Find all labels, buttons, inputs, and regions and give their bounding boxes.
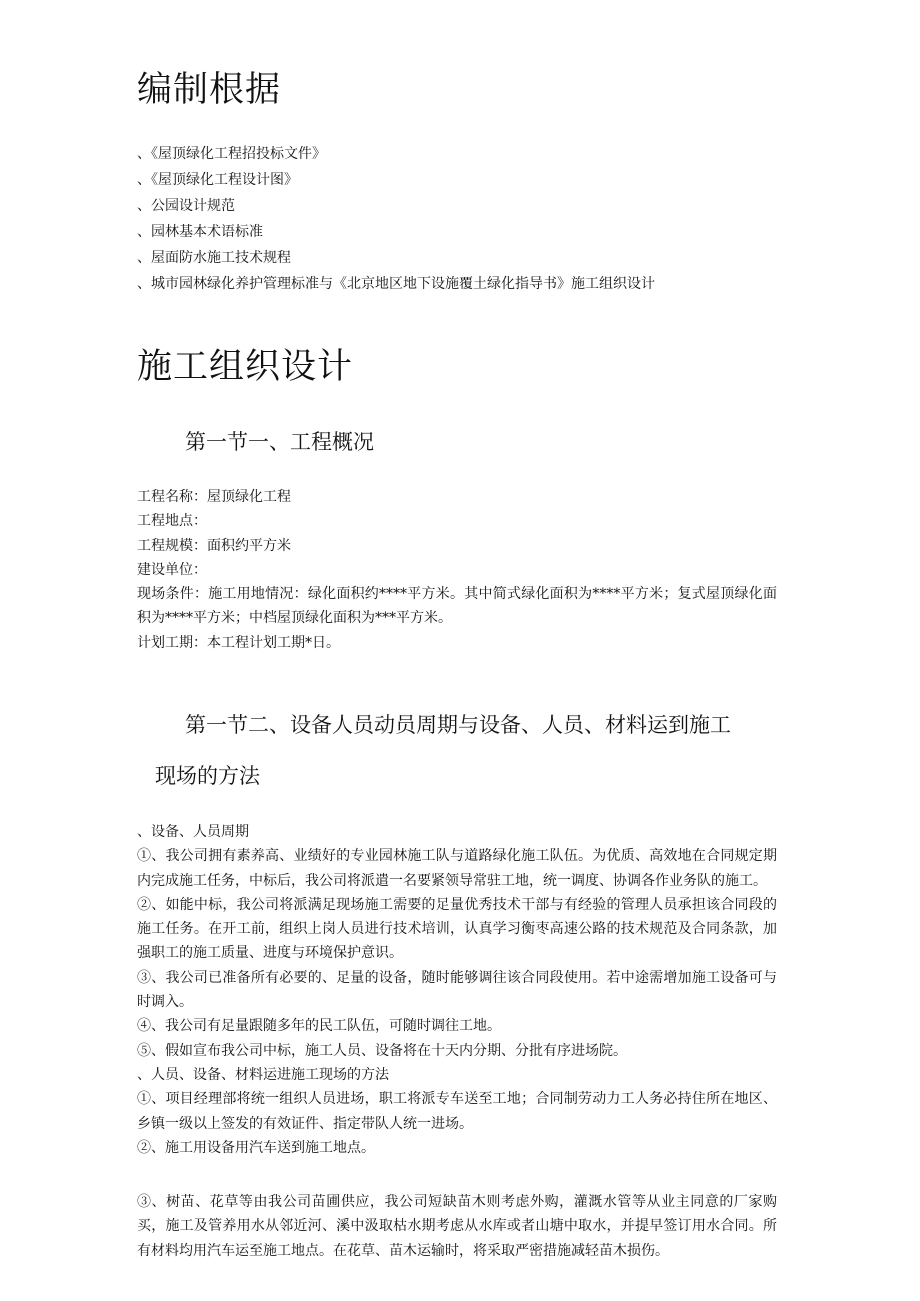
basis-item: 、《屋顶绿化工程招投标文件》 <box>137 146 326 162</box>
project-name: 工程名称：屋顶绿化工程 <box>137 489 291 505</box>
project-scale: 工程规模：面积约平方米 <box>137 537 291 554</box>
basis-title: 编制根据 <box>137 70 282 110</box>
subsection-heading: 、人员、设备、材料运进施工现场的方法 <box>137 1066 389 1083</box>
planned-duration: 计划工期：本工程计划工期*日。 <box>137 634 340 651</box>
basis-item: 、园林基本术语标准 <box>137 224 263 240</box>
project-owner: 建设单位： <box>137 561 207 578</box>
paragraph: ③、我公司已准备所有必要的、足量的设备，随时能够调往该合同段使用。若中途需增加施工设备可与时调入。 <box>137 969 777 1011</box>
paragraph: ①、我公司拥有素养高、业绩好的专业园林施工队与道路绿化施工队伍。为优质、高效地在合同规定期内完成施工任务，中标后，我公司将派遣一名要紧领导常驻工地，统一调度、协调各作业务队的施工。 <box>137 848 777 889</box>
paragraph: ②、施工用设备用汽车送到施工地点。 <box>137 1139 375 1156</box>
paragraph: ③、树苗、花草等由我公司苗圃供应，我公司短缺苗木则考虑外购，灌溉水管等从业主同意的厂家购买，施工及管养用水从邻近河、溪中汲取枯水期考虑从水库或者山塘中取水，并提早签订用水合同。所有材料均用汽车运至施工地点。在花草、苗木运输时，将采取严密措施减轻苗木损伤。 <box>137 1194 777 1259</box>
site-conditions: 现场条件：施工用地情况：绿化面积约****平方米。其中简式绿化面积为****平方米；复式屋顶绿化面积为****平方米；中档屋顶绿化面积为***平方米。 <box>137 586 777 627</box>
paragraph: ④、我公司有足量跟随多年的民工队伍，可随时调往工地。 <box>137 1018 501 1035</box>
design-title: 施工组织设计 <box>137 347 354 387</box>
basis-item: 、《屋顶绿化工程设计图》 <box>137 172 298 188</box>
section2-heading-line2: 现场的方法 <box>155 764 260 788</box>
subsection-heading: 、设备、人员周期 <box>137 824 249 840</box>
section2-heading-line1: 第一节二、设备人员动员周期与设备、人员、材料运到施工 <box>185 713 731 737</box>
basis-item: 、城市园林绿化养护管理标准与《北京地区地下设施覆土绿化指导书》施工组织设计 <box>137 276 655 292</box>
section1-body <box>137 485 777 655</box>
section1-heading: 第一节一、工程概况 <box>185 430 374 454</box>
basis-item: 、屋面防水施工技术规程 <box>137 250 291 266</box>
basis-list <box>137 141 655 297</box>
paragraph: ①、项目经理部将统一组织人员进场，职工将派专车送至工地；合同制劳动力工人务必持住所在地区、乡镇一级以上签发的有效证件、指定带队人统一进场。 <box>137 1091 777 1132</box>
section2-body <box>137 820 777 1160</box>
paragraph: ⑤、假如宣布我公司中标，施工人员、设备将在十天内分期、分批有序进场院。 <box>137 1042 627 1059</box>
basis-item: 、公园设计规范 <box>137 198 235 214</box>
paragraph: ②、如能中标，我公司将派满足现场施工需要的足量优秀技术干部与有经验的管理人员承担该合同段的施工任务。在开工前，组织上岗人员进行技术培训，认真学习衡枣高速公路的技术规范及合同条款，加强职工的施工质量、进度与环境保护意识。 <box>137 896 777 962</box>
section2-final <box>137 1190 777 1263</box>
project-location: 工程地点： <box>137 513 207 530</box>
